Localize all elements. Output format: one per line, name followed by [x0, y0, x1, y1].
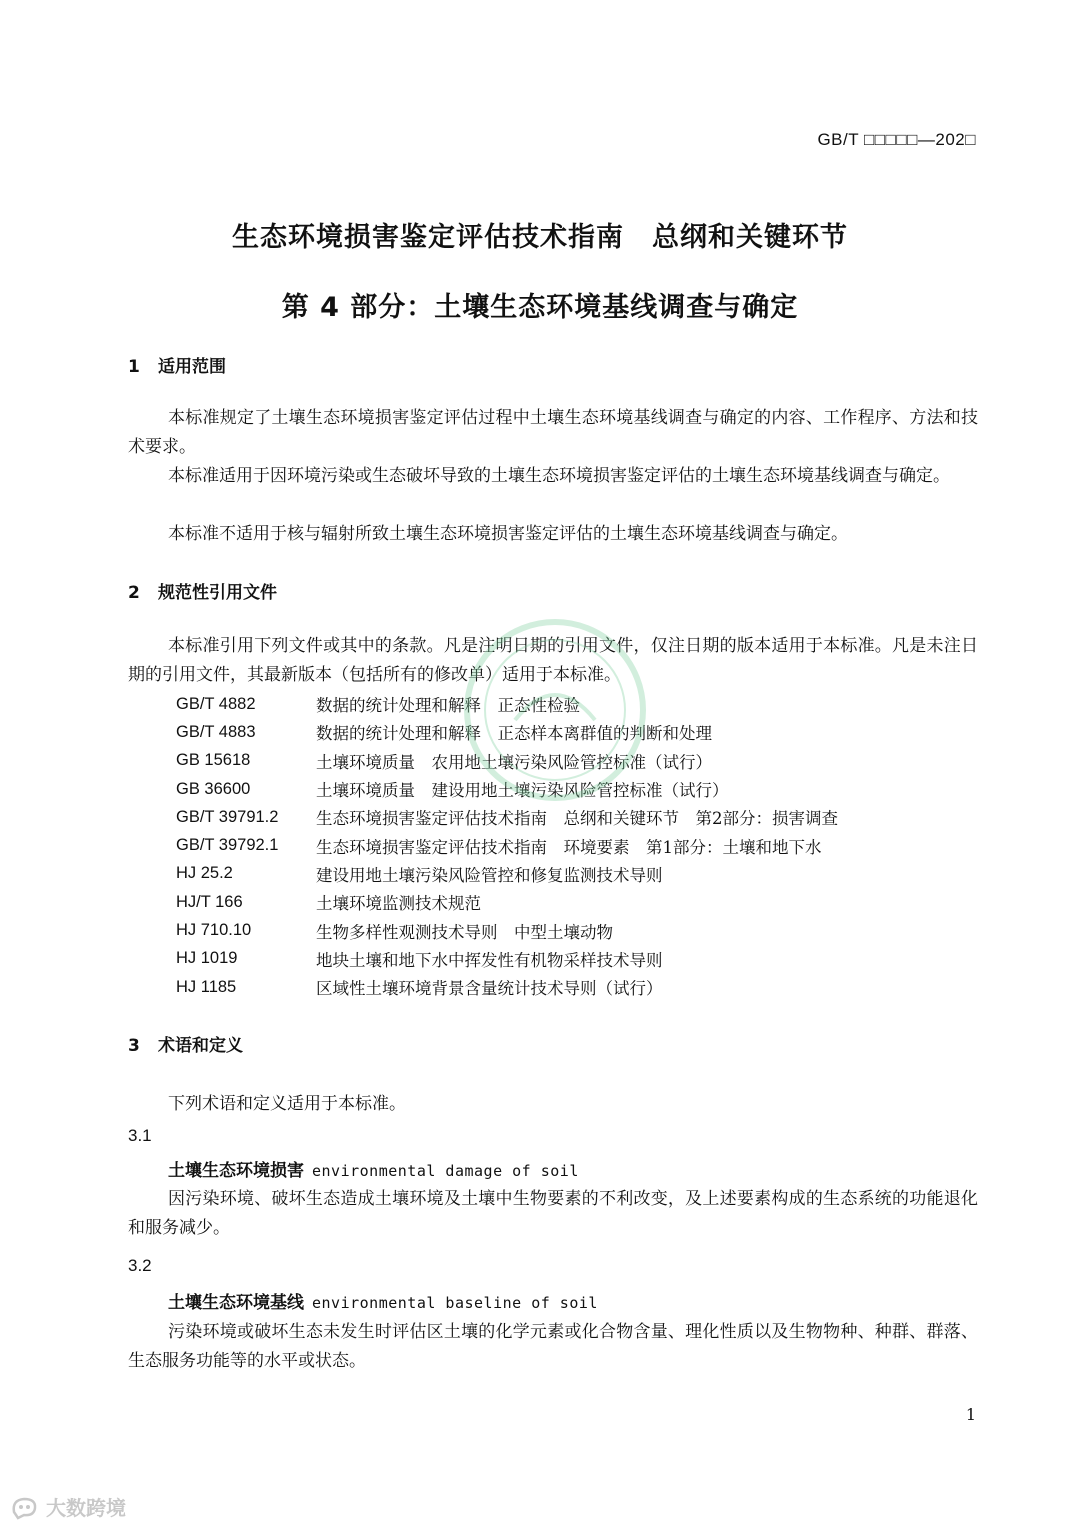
paragraph: 下列术语和定义适用于本标准。 — [168, 1094, 406, 1114]
reference-code: GB/T 39791.2 — [176, 807, 279, 826]
brand-logo-icon — [10, 1494, 40, 1520]
reference-code: GB/T 4883 — [176, 722, 256, 741]
section-title: 适用范围 — [158, 357, 226, 377]
term-definition: 污染环境或破坏生态未发生时评估区土壤的化学元素或化合物含量、理化性质以及生物物种、种群、群落、生态服务功能等的水平或状态。 — [128, 1322, 978, 1371]
section-title: 术语和定义 — [158, 1036, 243, 1056]
reference-code: HJ/T 166 — [176, 892, 243, 911]
stamp-watermark-icon — [455, 610, 655, 814]
reference-row — [176, 916, 956, 944]
term-chinese: 土壤生态环境基线 — [168, 1293, 304, 1313]
clause-number: 3.2 — [128, 1256, 152, 1275]
reference-title: 地块土壤和地下水中挥发性有机物采样技术导则 — [316, 950, 663, 970]
standard-code: GB/T □□□□□—202□ — [817, 130, 976, 149]
section-number: 2 — [128, 583, 140, 603]
reference-title: 生态环境损害鉴定评估技术指南 环境要素 第1部分：土壤和地下水 — [316, 837, 822, 857]
reference-code: GB 36600 — [176, 779, 251, 798]
term-english: environmental baseline of soil — [312, 1294, 598, 1312]
paragraph: 本标准适用于因环境污染或生态破坏导致的土壤生态环境损害鉴定评估的土壤生态环境基线调查与确定。 — [168, 466, 950, 486]
term-english: environmental damage of soil — [312, 1162, 579, 1180]
section-number: 3 — [128, 1036, 140, 1056]
reference-row — [176, 860, 956, 888]
reference-code: HJ 1019 — [176, 949, 238, 968]
section-number: 1 — [128, 357, 140, 377]
reference-title: 数据的统计处理和解释 正态样本离群值的判断和处理 — [316, 724, 712, 744]
reference-title: 土壤环境质量 农用地土壤污染风险管控标准（试行） — [316, 752, 712, 772]
term-heading — [168, 1288, 598, 1313]
paragraph: 本标准不适用于核与辐射所致土壤生态环境损害鉴定评估的土壤生态环境基线调查与确定。 — [168, 524, 848, 544]
reference-title: 区域性土壤环境背景含量统计技术导则（试行） — [316, 979, 663, 999]
section-title: 规范性引用文件 — [158, 583, 277, 603]
term-definition: 因污染环境、破坏生态造成土壤环境及土壤中生物要素的不利改变，及上述要素构成的生态系统的功能退化和服务减少。 — [128, 1189, 978, 1238]
reference-code: HJ 1185 — [176, 977, 237, 996]
document-subtitle: 第 4 部分：土壤生态环境基线调查与确定 — [281, 292, 799, 323]
reference-title: 土壤环境质量 建设用地土壤污染风险管控标准（试行） — [316, 781, 729, 801]
reference-code: GB 15618 — [176, 751, 251, 770]
reference-code: HJ 25.2 — [176, 864, 233, 883]
clause-number: 3.1 — [128, 1126, 152, 1145]
reference-code: GB/T 39792.1 — [176, 836, 279, 855]
watermark-text: 大数跨境 — [46, 1496, 126, 1520]
reference-row — [176, 945, 956, 973]
section-3-heading — [128, 1031, 243, 1056]
watermark-logo — [10, 1492, 126, 1521]
reference-code: HJ 710.10 — [176, 921, 252, 940]
reference-code: GB/T 4882 — [176, 694, 256, 713]
reference-row — [176, 888, 956, 916]
paragraph: 本标准规定了土壤生态环境损害鉴定评估过程中土壤生态环境基线调查与确定的内容、工作程序、方法和技术要求。 — [128, 408, 978, 457]
reference-row — [176, 973, 956, 1001]
term-heading — [168, 1156, 579, 1181]
reference-title: 生态环境损害鉴定评估技术指南 总纲和关键环节 第2部分：损害调查 — [316, 809, 838, 829]
term-chinese: 土壤生态环境损害 — [168, 1161, 304, 1181]
reference-title: 建设用地土壤污染风险管控和修复监测技术导则 — [316, 865, 663, 885]
reference-title: 生物多样性观测技术导则 中型土壤动物 — [316, 922, 613, 942]
document-title: 生态环境损害鉴定评估技术指南 总纲和关键环节 — [232, 222, 848, 253]
paragraph: 本标准引用下列文件或其中的条款。凡是注明日期的引用文件，仅注日期的版本适用于本标准。凡是未注日期的引用文件，其最新版本（包括所有的修改单）适用于本标准。 — [128, 636, 978, 685]
page-number: 1 — [965, 1405, 976, 1424]
reference-title: 数据的统计处理和解释 正态性检验 — [316, 696, 580, 716]
section-1-heading — [128, 352, 226, 377]
reference-title: 土壤环境监测技术规范 — [316, 894, 481, 914]
reference-row — [176, 831, 956, 859]
section-2-heading — [128, 578, 277, 603]
